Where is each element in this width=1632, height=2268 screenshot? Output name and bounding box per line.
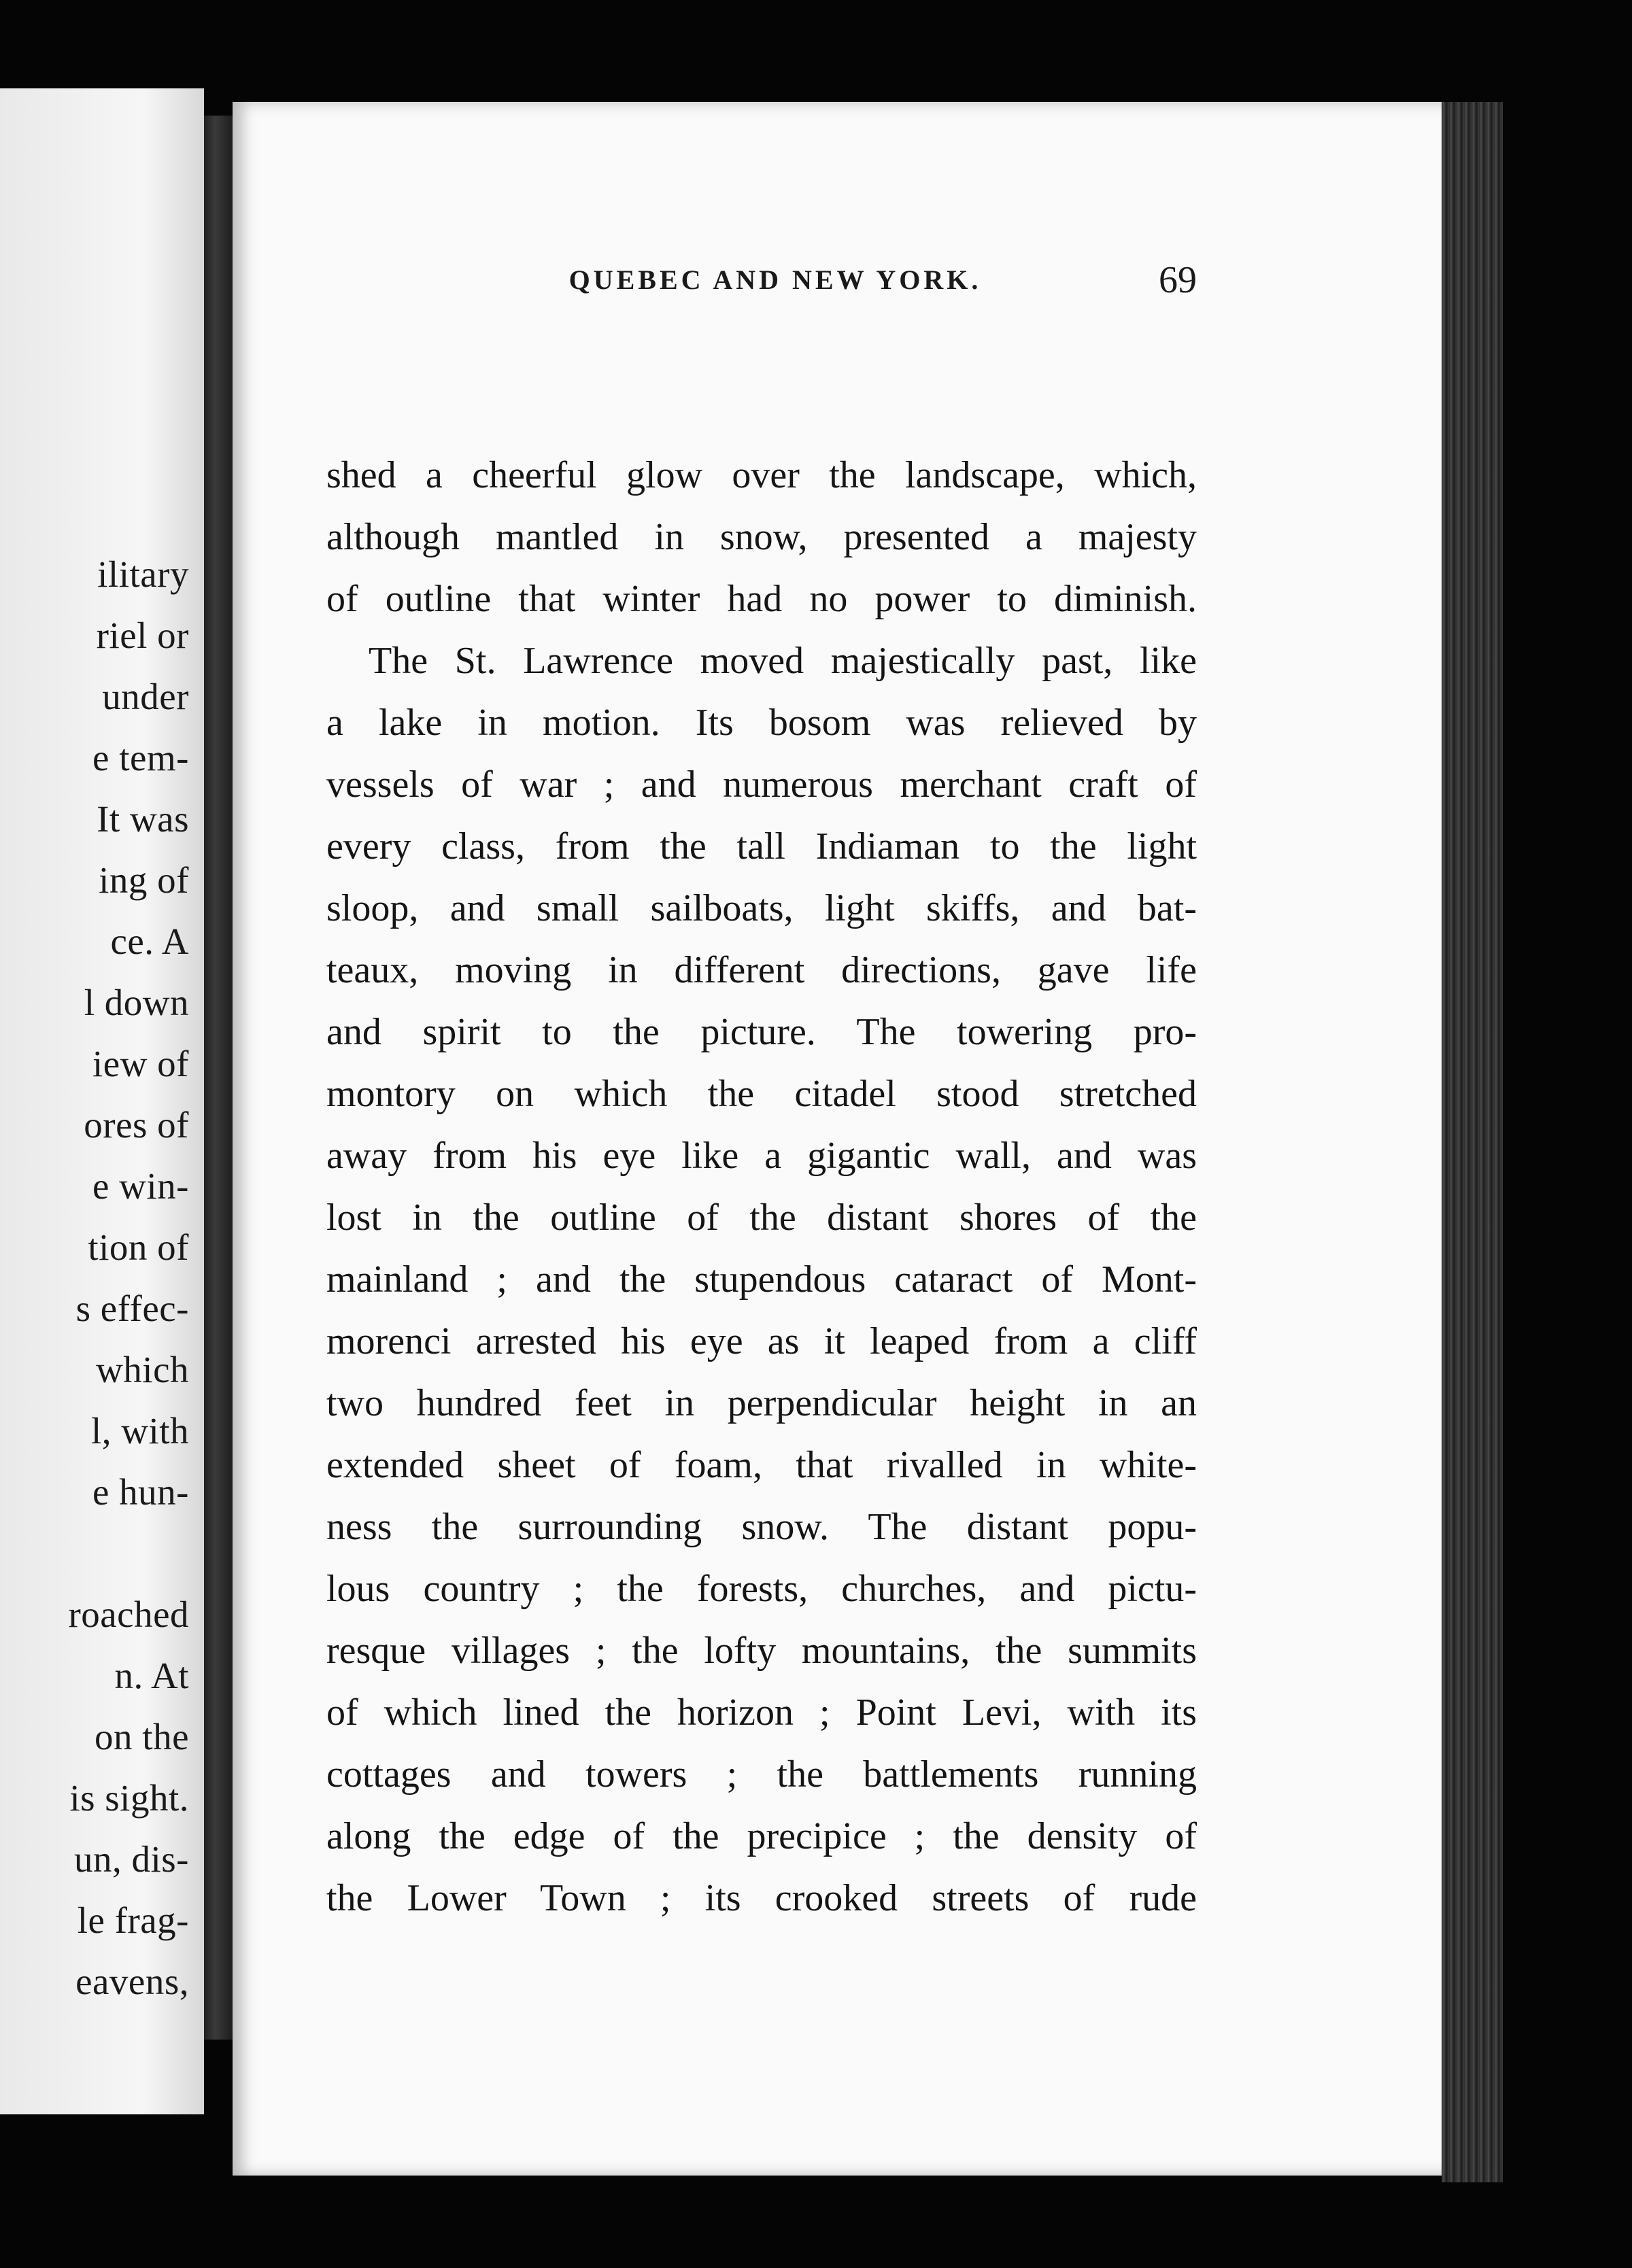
body-text [326,445,1197,1929]
text-line: vessels of war ; and numerous merchant craft of [326,763,1197,806]
left-page-line: ores of [84,1104,189,1146]
left-page-line: un, dis- [74,1838,189,1880]
left-page-line: l, with [90,1410,189,1451]
left-page-text [68,544,189,2012]
left-page-line: It was [97,798,189,840]
left-page-line: s effec- [75,1288,189,1329]
running-head [326,260,1197,300]
text-line: The St. Lawrence moved majestically past, like [369,640,1197,682]
text-line: along the edge of the precipice ; the density of [326,1815,1197,1857]
left-page-line: ing of [99,859,189,901]
text-line: and spirit to the picture. The towering pro- [326,1011,1197,1053]
text-line: mainland ; and the stupendous cataract of Mont- [326,1258,1197,1301]
text-line: two hundred feet in perpendicular height in an [326,1382,1197,1424]
left-page-line [68,1523,189,1584]
text-line: morenci arrested his eye as it leaped from a cliff [326,1320,1197,1362]
left-page-line: tion of [88,1226,189,1268]
left-page-line: ce. A [110,921,189,962]
left-page-line: on the [95,1716,189,1757]
text-line: lous country ; the forests, churches, and pictu- [326,1568,1197,1610]
text-line: away from his eye like a gigantic wall, and was [326,1135,1197,1177]
left-page-line: under [102,676,189,717]
page-number: 69 [1159,259,1197,301]
left-page-line: e hun- [92,1471,189,1513]
text-line: montory on which the citadel stood stretched [326,1073,1197,1115]
text-line: every class, from the tall Indiaman to the light [326,825,1197,867]
left-page-line: e win- [92,1165,189,1207]
text-line: extended sheet of foam, that rivalled in white- [326,1444,1197,1486]
text-line: although mantled in snow, presented a majesty [326,516,1197,558]
left-page-line: e tem- [92,737,189,778]
left-page-line: iew of [92,1043,189,1084]
left-page [0,88,204,2114]
left-page-line: roached [68,1594,189,1635]
left-page-line: le frag- [77,1900,189,1941]
text-line: ness the surrounding snow. The distant popu- [326,1506,1197,1548]
left-page-line: ilitary [97,553,189,595]
text-line: of outline that winter had no power to diminish. [326,578,1197,620]
text-line: lost in the outline of the distant shores of the [326,1197,1197,1239]
background-strip [0,2186,1632,2268]
left-page-line: riel or [96,615,189,656]
text-line: of which lined the horizon ; Point Levi, with its [326,1691,1197,1734]
text-line: cottages and towers ; the battlements running [326,1753,1197,1796]
left-page-line: is sight. [69,1777,189,1819]
left-page-line: which [96,1349,189,1390]
left-page-line: n. At [114,1655,189,1696]
left-page-line: l down [84,982,189,1023]
text-line: the Lower Town ; its crooked streets of rude [326,1877,1197,1919]
text-line: a lake in motion. Its bosom was relieved by [326,702,1197,744]
text-line: resque villages ; the lofty mountains, the summits [326,1630,1197,1672]
book-gutter [204,116,237,2040]
left-page-line: eavens, [75,1961,189,2002]
text-line: sloop, and small sailboats, light skiffs, and bat- [326,887,1197,929]
text-line: teaux, moving in different directions, gave life [326,949,1197,991]
text-line: shed a cheerful glow over the landscape, which, [326,454,1197,496]
running-title: QUEBEC AND NEW YORK. [568,264,982,295]
page-edge [1442,102,1503,2182]
